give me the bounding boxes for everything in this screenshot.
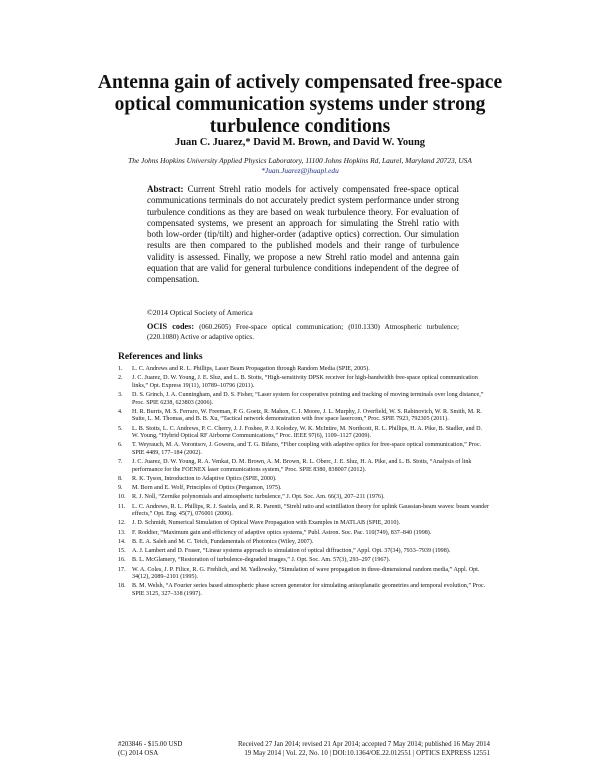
reference-number: 17. (118, 566, 126, 573)
reference-number: 18. (118, 583, 126, 590)
author-list: Juan C. Juarez,* David M. Brown, and David W. Young (174, 137, 426, 148)
reference-text: L. B. Stotts, L. C. Andrews, P. C. Cherry, J. J. Foshee, P. J. Kolodzy, W. K. McIntire, M. Northcott, R. L. Phillips, H. A. Pike, B. Stadler, and D. W. Young, “Hybrid Optical RF Airborne Communications,” Proc. IEEE 97(6), 1109–1127 (2009). (132, 425, 483, 440)
reference-number: 15. (118, 548, 126, 555)
reference-item (118, 476, 490, 484)
reference-text: B. E. A. Saleh and M. C. Teich, Fundamentals of Photonics (Wiley, 2007). (132, 538, 314, 545)
reference-text: B. L. McGlamery, “Restoration of turbulence-degraded images,” J. Opt. Soc. Am. 57(3), 293–297 (1967). (132, 557, 391, 564)
reference-number: 2. (118, 375, 123, 382)
affiliation (80, 156, 520, 175)
reference-number: 8. (118, 475, 123, 482)
reference-number: 14. (118, 538, 126, 545)
reference-text: J. D. Schmidt, Numerical Simulation of Optical Wave Propagation with Examples in MATLAB (SPIE, 2010). (132, 520, 400, 527)
reference-number: 6. (118, 442, 123, 449)
reference-number: 4. (118, 408, 123, 415)
reference-text: H. R. Burris, M. S. Ferraro, W. Freeman, P. G. Goetz, R. Mahon, C. I. Moore, J. L. Murphy, J. Overfield, W. S. Rabinovich, W. R. Smith, M. R. Suite, L. M. Thomas, and B. B. Xu, “Tactical network demonstration with free space lasercom,” Proc. SPIE 7923, 792305 (2011). (132, 408, 482, 423)
reference-item (118, 557, 490, 565)
reference-item (118, 366, 490, 374)
footer-received: Received 27 Jan 2014; revised 21 Apr 2014; accepted 7 May 2014; published 16 May 2014 (237, 741, 490, 748)
reference-item (118, 442, 490, 457)
reference-item (118, 530, 490, 538)
ocis-label: OCIS codes: (147, 322, 195, 331)
author-email-link[interactable]: *Juan.Juarez@jhuapl.edu (261, 165, 339, 175)
reference-text: D. S. Grinch, J. A. Cunningham, and D. S. Fisher, “Laser system for cooperative pointing and tracking of moving terminals over long distance,” Proc. SPIE 6238, 623803 (2006). (132, 392, 484, 406)
reference-item (118, 520, 490, 528)
footer-id-price: #203846 - $15.00 USD (118, 741, 183, 748)
reference-number: 9. (118, 485, 123, 492)
footer-copyright: (C) 2014 OSA (118, 750, 159, 757)
reference-number: 13. (118, 529, 126, 536)
reference-item (118, 583, 490, 598)
abstract-text: Current Strehl ratio models for actively compensated free-space optical communications terminals do not accurately predict system performance under strong turbulence conditions as they are based on weak turbulence theory. For evaluation of compensated systems, we present an approach for simulating the Strehl ratio with both low-order (tip/tilt) and higher-order (adaptive optics) correction. Our simulation results are then compared to the published models and their range of turbulence validity is assessed. Finally, we propose a new Strehl ratio model and antenna gain equation that are valid for general turbulence conditions independent of the degree of compensation. (147, 184, 460, 285)
reference-item (118, 548, 490, 556)
reference-number: 10. (118, 494, 126, 501)
reference-number: 16. (118, 557, 126, 564)
reference-text: T. Weyrauch, M. A. Vorontsov, J. Gowens, and T. G. Bifano, “Fiber coupling with adaptive optics for free-space optical communication,” Proc. SPIE 4489, 177–184 (2002). (132, 442, 482, 456)
reference-item (118, 567, 490, 582)
reference-text: L. C. Andrews, R. L. Phillips, R. J. Sasiela, and R. R. Parenti, “Strehl ratio and scintillation theory for uplink Gaussian-beam waves: beam wander effects,” Opt. Eng. 45(7), 076001 (2006). (132, 503, 489, 518)
reference-item (118, 426, 490, 441)
reference-text: R. J. Noll, “Zernike polynomials and atmospheric turbulence,” J. Opt. Soc. Am. 66(3), 207–211 (1976). (132, 494, 385, 501)
reference-item (118, 392, 490, 407)
reference-text: M. Born and E. Wolf, Principles of Optics (Pergamon, 1975). (132, 485, 282, 492)
reference-item (118, 375, 490, 390)
reference-list (118, 366, 490, 600)
reference-text: B. M. Welsh, “A Fourier series based atmospheric phase screen generator for simulating anisoplanatic geometries and temporal evolution,” Proc. SPIE 3125, 327–338 (1997). (132, 583, 486, 597)
footer-citation: 19 May 2014 | Vol. 22, No. 10 | DOI:10.1364/OE.22.012551 | OPTICS EXPRESS 12551 (244, 750, 490, 757)
reference-item (118, 409, 490, 424)
affiliation-text: The Johns Hopkins University Applied Physics Laboratory, 11100 Johns Hopkins Rd, Laurel, Maryland 20723, USA (128, 156, 472, 165)
copyright-line: ©2014 Optical Society of America (147, 308, 253, 317)
reference-item (118, 494, 490, 502)
reference-text: W. A. Coles, J. P. Filice, R. G. Frehlich, and M. Yadlowsky, “Simulation of wave propagation in three-dimensional random media,” Appl. Opt. 34(12), 2089–2101 (1995). (132, 566, 480, 581)
reference-number: 12. (118, 520, 126, 527)
reference-number: 11. (118, 503, 126, 510)
reference-text: R. K. Tyson, Introduction to Adaptive Optics (SPIE, 2000). (132, 475, 277, 482)
reference-item (118, 485, 490, 493)
reference-text: J. C. Juarez, D. W. Young, R. A. Venkat, D. M. Brown, A. M. Brown, R. L. Oberc, J. E. Sluz, H. A. Pike, and L. B. Stotts, “Analysis of link performance for the FOENEX laser communications system,” Proc. SPIE 8380, 838007 (2012). (132, 459, 472, 473)
reference-number: 7. (118, 459, 123, 466)
reference-text: J. C. Juarez, D. W. Young, J. E. Sluz, and L. B. Stotts, “High-sensitivity DPSK receiver for high-bandwidth free-space optical communication links,” Opt. Express 19(11), 10789–10796 (2011). (132, 375, 478, 389)
ocis-codes (147, 322, 459, 342)
reference-number: 1. (118, 366, 123, 372)
reference-item (118, 459, 490, 474)
page-footer (118, 740, 490, 758)
reference-text: A. J. Lambert and D. Fraser, “Linear systems approach to simulation of optical diffraction,” Appl. Opt. 37(34), 7933–7939 (1998). (132, 548, 451, 555)
reference-number: 5. (118, 425, 123, 432)
reference-number: 3. (118, 392, 123, 399)
paper-title: Antenna gain of actively compensated free-space optical communication systems under strong turbulence conditions (97, 72, 503, 137)
ocis-text: (060.2605) Free-space optical communication; (010.1330) Atmospheric turbulence; (220.1080) Active or adaptive optics. (147, 323, 459, 341)
reference-text: L. C. Andrews and R. L. Phillips, Laser Beam Propagation through Random Media (SPIE, 2005). (132, 366, 370, 372)
abstract (147, 184, 459, 286)
references-heading: References and links (118, 351, 203, 362)
reference-item (118, 504, 490, 519)
abstract-label: Abstract: (147, 184, 184, 194)
reference-item (118, 539, 490, 547)
reference-text: F. Roddier, “Maximum gain and efficiency of adaptive optics systems,” Publ. Astron. Soc. Pac. 110(749), 837–840 (1998). (132, 529, 432, 536)
